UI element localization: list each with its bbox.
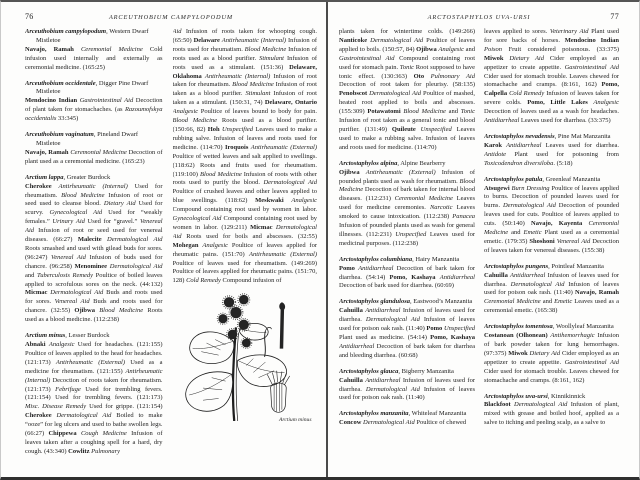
running-head: ARCTOSTAPHYLOS UVA-URSI: [427, 14, 531, 21]
entry-heading: Arctostaphylos nevadensis, Pine Mat Manzanita: [484, 132, 611, 140]
page-76: [1, 2, 326, 477]
entry-heading: Arctostaphylos manzanita, Whiteleaf Manzanita: [339, 410, 467, 418]
page-77-columns: [339, 28, 619, 466]
entry-body: Karok Antidiarrheal Leaves used for diarrhea. Antidote Plant used for poisoning from Toxicodendron diversiloba. (5:18): [484, 141, 619, 167]
page-76-column-2: [173, 28, 317, 466]
entry-heading: Arctostaphylos glandulosa, Eastwood’s Manzanita: [339, 298, 473, 306]
page-76-header: [25, 12, 317, 21]
page-number: 77: [610, 12, 619, 21]
entry-body: Cahuilla Antidiarrheal Infusion of leaves used for diarrhea. Dermatological Aid Infusion of leaves used for poison oak rash. (11:40) Pomo Unspecified Plant used as medicine. (54:14) Pomo, Kashaya Antidiarrheal Decoction of bark taken for diarrhea and bleeding diarrhea. (60:68): [339, 307, 475, 359]
page-76-columns: [25, 28, 317, 466]
entry-body: Aid Infusion of roots taken for whooping cough. (65:50) Delaware Antirheumatic (Internal) Infusion of roots used for rheumatism. Blood Medicine Infusion of roots used as a blood purifier. Stimulant Infusion of roots used as a stimulant. (151:36) Delaware, Oklahoma Antirheumatic (Internal) Infusion of root taken for rheumatism. Blood Medicine Infusion of root taken as a blood purifier. Stimulant Infusion of root taken as a stimulant. (150:31, 74) Delaware, Ontario Analgesic Poultice of leaves bound to body for pain. Blood Medicine Roots used as a blood purifier. (150:66, 82) Hoh Unspecified Leaves used to make a rubbing salve. Infusion of leaves and roots used for medicine. (114:70) Iroquois Antirheumatic (External) Poultice of wetted leaves and salt applied to swellings. (118:62) Roots and fruits used for rheumatism. (119:100) Blood Medicine Infusion of roots with other roots used to purify the blood. Dermatological Aid Poultice of crushed leaves and other leaves applied to blue swellings. (118:62) Meskwaki Analgesic Compound containing root used by women in labor. Gynecological Aid Compound containing root used by women in labor. (129:211) Micmac Dermatological Aid Roots used for boils and abscesses. (32:55) Mohegan Analgesic Poultice of leaves applied for rheumatic pains. (151:70) Antirheumatic (External) Poultice of leaves used for rheumatism. (149:269) Poultice of leaves applied for rheumatic pains. (151:70, 128) Cold Remedy Compound infusion of: [172, 28, 317, 285]
entry-body: Ojibwa Antirheumatic (External) Infusion of pounded plants used as wash for rheumatism. Blood Medicine Decoction of bark taken for internal blood diseases. (112:231) Ceremonial Medicine Leaves used for medicine ceremonies. Narcotic Leaves smoked to cause intoxication. (112:238) Panacea Infusion of pounded plants used as wash for general illnesses. (112:231) Unspecified Leaves used for medicinal purposes. (112:238): [339, 168, 475, 247]
page-77: [329, 2, 640, 477]
entry-heading: Arctostaphylos columbiana, Hairy Manzanita: [339, 255, 460, 263]
illustration-caption: Arctium minus: [278, 417, 312, 424]
page-number: 76: [25, 12, 34, 21]
entry-body: Cahuilla Antidiarrheal Infusion of leaves used for diarrhea. Dermatological Aid Infusion of leaves used for poison oak rash. (11:40): [339, 376, 475, 402]
page-gutter-divider: [326, 2, 328, 477]
entry-heading: Arctostaphylos tomentosa, Woollyleaf Manzanita: [484, 323, 614, 331]
entry-body: Atsugewi Burn Dressing Poultice of leaves applied to burns. Decoction of pounded leaves used for burns. Dermatological Aid Decoction of pounded leaves used for cuts. Poultice of leaves applied to cuts. (50:140) Navajo, Kayenta Ceremonial Medicine and Emetic Plant used as a ceremonial emetic. (179:35) Shoshoni Venereal Aid Decoction of leaves taken for venereal diseases. (155:38): [484, 184, 619, 254]
page-77-column-2: [484, 28, 619, 466]
entry-body: leaves applied to sores. Veterinary Aid Plant used for sore backs of horses. Mendocino Indian Poison Fruit considered poisonous. (33:375) Miwok Dietary Aid Cider employed as an appetizer to create appetite. Gastrointestinal Aid Cider used for stomach trouble. Leaves chewed for stomachache and cramps. (8:161, 162) Pomo, Calpella Cold Remedy Infusion of leaves taken for severe colds. Pomo, Little Lakes Analgesic Decoction of leaves used as a wash for headaches. Antidiarrheal Leaves used for diarrhea. (33:375): [484, 28, 619, 125]
running-head: ARCEUTHOBIUM CAMPYLOPODUM: [108, 14, 234, 21]
entry-body: Navajo, Ramah Ceremonial Medicine Decoction of plant used as a ceremonial medicine. (165:23): [25, 148, 163, 165]
entry-heading: Arctostaphylos patula, Greenleaf Manzanita: [484, 175, 601, 183]
entry-heading: Arctostaphylos uva-ursi, Kinnikinnick: [484, 392, 586, 400]
entry-heading: Arctium lappa, Greater Burdock: [25, 173, 111, 181]
entry-body: Abnaki Analgesic Used for headaches. (121:155) Poultice of leaves applied to the head for headaches. (121:173) Antirheumatic (External) Used as a medicine for rheumatism. (121:155) Antirheumatic (Internal) Decoction of roots taken for rheumatism. (121:173) Febrifuge Used for trembling fevers. (121:154) Used for trembling fevers. (121:173) Misc. Disease Remedy Used for grippe. (121:154) Cherokee Dermatological Aid Boiled to make “ooze” for leg ulcers and used to bathe swollen legs. (66:27) Chippewa Cough Medicine Infusion of leaves taken after a coughing spell for a hard, dry cough. (43:340) Cowlitz Pulmonary: [25, 341, 163, 455]
entry-body: plants taken for wintertime colds. (149:266) Nanticoke Dermatological Aid Poultice of leaves applied to boils. (150:57, 84) Ojibwa Analgesic and Gastrointestinal Aid Compound containing root used for stomach pain. Tonic Root supposed to have tonic effect. (130:363) Oto Pulmonary Aid Decoction of root taken for pleurisy. (58:135) Penobscot Dermatological Aid Poultice of mashed, heated root applied to boils and abscesses. (155:309) Potawatomi Blood Medicine and Tonic Infusion of root taken as a general tonic and blood purifier. (131:49) Quileute Unspecified Leaves used to make a rubbing salve. Infusion of leaves and roots used for medicine. (114:70): [339, 28, 475, 151]
entry-heading: Arceuthobium campylopodum, Western Dwarf Mistletoe: [25, 28, 149, 44]
entry-body: Cahuilla Antidiarrheal Infusion of leaves used for diarrhea. Dermatological Aid Infusion of leaves used for poison oak rash. (11:40) Navajo, Ramah Ceremonial Medicine and Emetic Leaves used as a ceremonial emetic. (165:38): [484, 271, 619, 315]
arctium-minus-illustration: [173, 291, 317, 429]
entry-body: Blackfoot Dermatological Aid Infusion of plant, mixed with grease and boiled hoof, applied as a salve to itching and peeling scalp, as a salve to: [484, 401, 619, 427]
entry-body: Costanoan (Olhonean) Antihemorrhagic Infusion of bark powder taken for lung hemorrhages. (97:375) Miwok Dietary Aid Cider employed as an appetizer to create appetite. Gastrointestinal Aid Cider used for stomach trouble. Leaves chewed for stomachache and cramps. (8:161, 162): [484, 332, 619, 384]
page-76-column-2-text: [173, 28, 317, 286]
entry-heading: Arctostaphylos pungens, Pointleaf Manzanita: [484, 262, 604, 270]
entry-heading: Arceuthobium occidentale, Digger Pine Dwarf Mistletoe: [25, 79, 149, 96]
entry-body: Concow Dermatological Aid Poultice of chewed: [339, 419, 467, 427]
entry-heading: Arctostaphylos glauca, Bigberry Manzanita: [339, 367, 454, 375]
entry-heading: Arceuthobium vaginatum, Pineland Dwarf Mistletoe: [25, 131, 139, 147]
entry-body: Pomo Antidiarrheal Decoction of bark taken for diarrhea. (54:14) Pomo, Kashaya Antidiarrheal Decoction of bark used for diarrhea. (60:69): [339, 264, 475, 290]
entry-heading: Arctium minus, Lesser Burdock: [25, 332, 110, 340]
page-77-header: [339, 12, 619, 21]
entry-body: Navajo, Ramah Ceremonial Medicine Cold infusion used internally and externally as ceremonial medicine. (165:25): [25, 45, 163, 71]
entry-heading: Arctostaphylos alpina, Alpine Bearberry: [339, 159, 446, 167]
entry-body: Mendocino Indian Gastrointestinal Aid Decoction of plant taken for stomachaches. (as Razoumofskya occidentalis 33:345): [25, 97, 163, 123]
page-76-column-1: [25, 28, 163, 466]
botanical-drawing: [173, 291, 317, 421]
page-77-column-1: [339, 28, 475, 466]
entry-body: Cherokee Antirheumatic (Internal) Used for rheumatism. Blood Medicine Infusion of root or seed used to cleanse blood. Dietary Aid Used for scurvy. Gynecological Aid Used for “weakly females.” Urinary Aid Used for “gravel.” Venereal Aid Infusion of root or seed used for venereal diseases. (66:27) Malecite Dermatological Aid Roots smashed and used with gilead buds for sores. (96:247) Venereal Aid Infusion of buds used for chancre. (96:258) Menominee Dermatological Aid and Tuberculosis Remedy Poultice of boiled leaves applied to scrofulous sores on the neck. (44:132) Micmac Dermatological Aid Buds and roots used for sores. Venereal Aid Buds and roots used for chancre. (32:55) Ojibwa Blood Medicine Roots used as a blood medicine. (112:238): [25, 182, 163, 324]
